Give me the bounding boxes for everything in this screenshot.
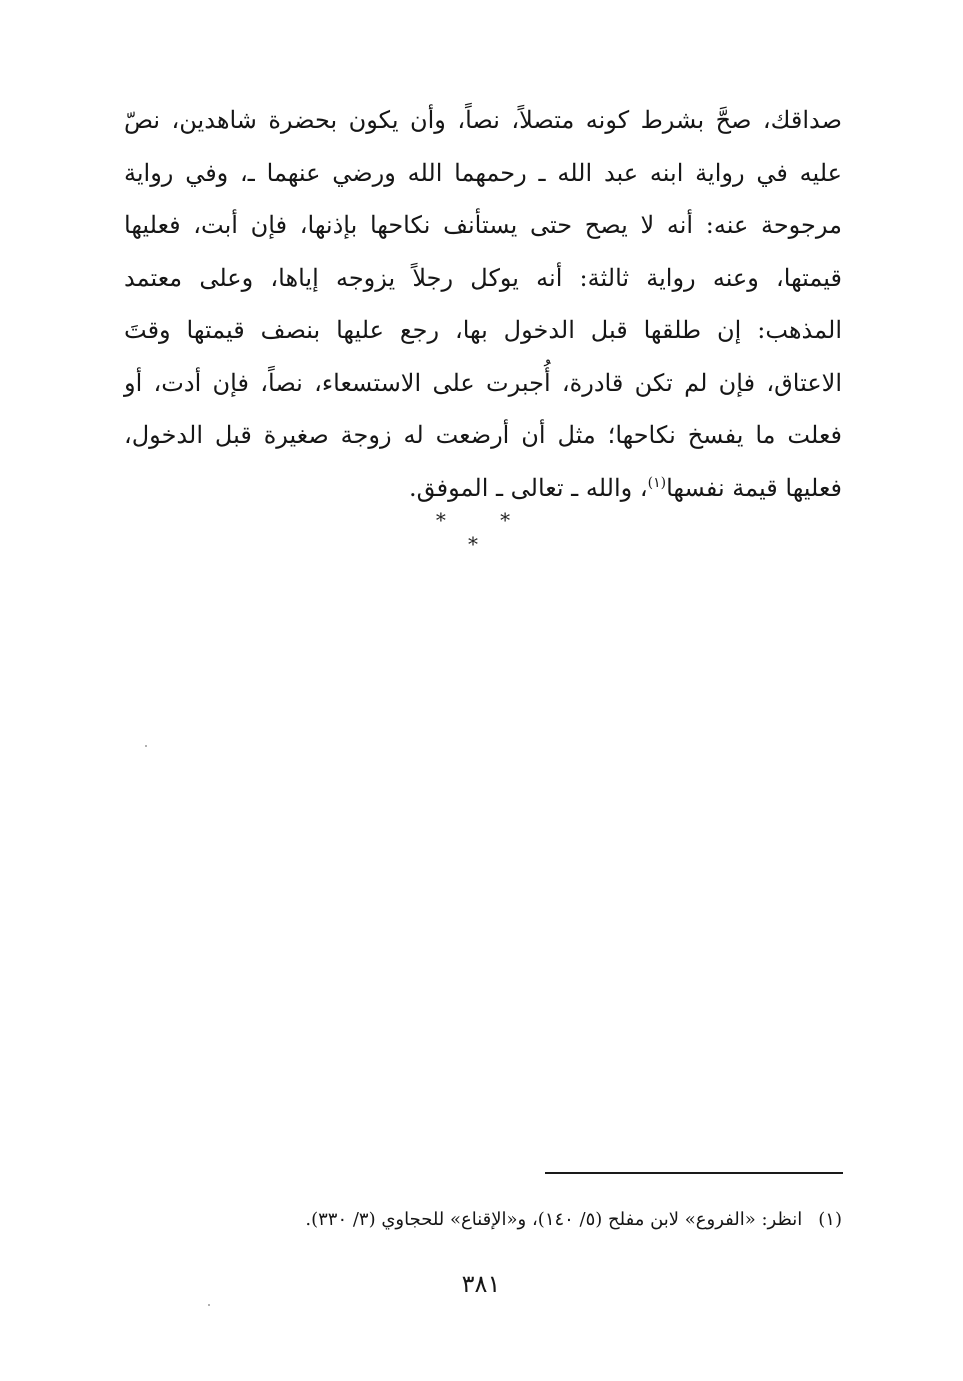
text-line-8	[124, 462, 842, 515]
main-text	[124, 94, 842, 514]
text-line-4: قيمتها، وعنه رواية ثالثة: أنه يوكل رجلاً يزوجه إياها، وعلى معتمد	[124, 263, 842, 292]
last-line-end: ، والله ـ تعالى ـ الموفق.	[409, 473, 648, 502]
text-line-7: فعلت ما يفسخ نكاحها؛ مثل أن أرضعت له زوجة صغيرة قبل الدخول،	[124, 421, 842, 449]
last-line-start: فعليها قيمة نفسها	[666, 473, 842, 502]
section-divider-ornament: * * *	[435, 508, 535, 556]
scan-speck	[208, 1304, 210, 1306]
text-line-6: الاعتاق، فإن لم تكن قادرة، أُجبرت على الاستسعاء، نصاً، فإن أدت، أو	[124, 368, 842, 397]
footnote-reference[interactable]: (١)	[647, 474, 667, 491]
page-number: ٣٨١	[461, 1270, 501, 1298]
text-line-1: صداقك، صحَّ بشرط كونه متصلاً، نصاً، وأن يكون بحضرة شاهدين، نصّ	[124, 106, 842, 134]
footnote	[124, 1205, 842, 1235]
text-line-5: المذهب: إن طلقها قبل الدخول بها، رجع عليها بنصف قيمتها وقتَ	[124, 316, 842, 344]
text-line-3: مرجوحة عنه: أنه لا يصح حتى يستأنف نكاحها بإذنها، فإن أبت، فعليها	[124, 211, 842, 239]
footnote-text: انظر: «الفروع» لابن مفلح (٥/ ١٤٠)، و«الإقناع» للحجاوي (٣/ ٣٣٠).	[305, 1209, 803, 1230]
text-line-2: عليه في رواية ابنه عبد الله ـ رحمهما الله ورضي عنهما ـ، وفي رواية	[124, 158, 842, 187]
scan-speck	[145, 745, 147, 747]
footnote-separator	[545, 1172, 843, 1174]
footnote-marker: (١)	[818, 1209, 842, 1230]
